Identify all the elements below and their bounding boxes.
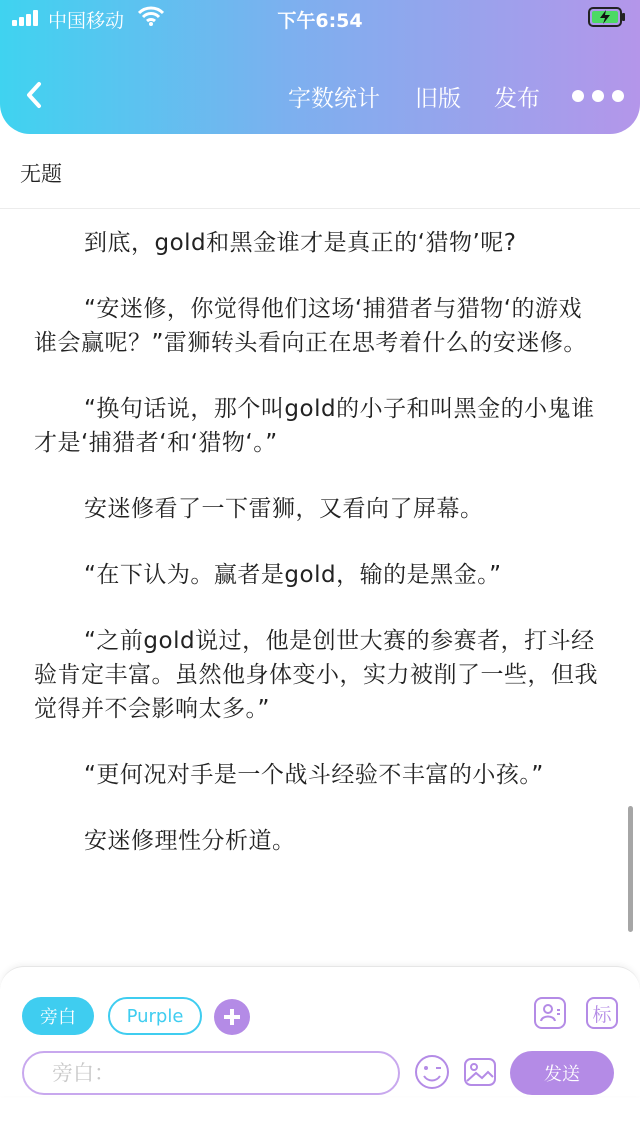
role-chip-purple[interactable]: Purple <box>108 997 202 1035</box>
paragraph: “更何况对手是一个战斗经验不丰富的小孩。” <box>84 762 544 788</box>
character-card-icon[interactable] <box>534 997 566 1029</box>
word-count-button[interactable]: 字数统计 <box>288 86 380 112</box>
paragraph: “在下认为。赢者是gold，输的是黑金。” <box>84 562 502 588</box>
composer-panel <box>0 966 640 1096</box>
more-options-icon[interactable] <box>572 90 624 104</box>
paragraph: 到底，gold和黑金谁才是真正的‘猎物’呢? <box>84 230 517 256</box>
role-chip-narrator[interactable]: 旁白 <box>22 997 94 1035</box>
carrier-label: 中国移动 <box>48 10 125 32</box>
old-version-button[interactable]: 旧版 <box>415 86 461 112</box>
document-body[interactable] <box>34 226 604 890</box>
paragraph: 安迷修理性分析道。 <box>84 828 296 854</box>
app-header <box>0 0 640 134</box>
paragraph: “换句话说，那个叫gold的小子和叫黑金的小鬼谁才是‘捕猎者‘和‘猎物‘。” <box>34 396 595 456</box>
tag-icon[interactable]: 标 <box>586 997 618 1029</box>
status-bar <box>0 0 640 36</box>
send-button[interactable]: 发送 <box>510 1051 614 1095</box>
battery-charging-icon <box>588 7 626 27</box>
nav-bar <box>0 66 640 126</box>
title-bar <box>0 134 640 209</box>
emoji-icon[interactable] <box>414 1054 450 1090</box>
publish-button[interactable]: 发布 <box>494 86 540 112</box>
scrollbar[interactable] <box>628 806 633 932</box>
image-icon[interactable] <box>462 1054 498 1090</box>
status-time: 下午6:54 <box>277 10 363 32</box>
document-title[interactable]: 无题 <box>20 162 62 186</box>
paragraph: “之前gold说过，他是创世大赛的参赛者，打斗经验肯定丰富。虽然他身体变小，实力被削了一些，但我觉得并不会影响太多。” <box>34 628 598 722</box>
paragraph: 安迷修看了一下雷狮，又看向了屏幕。 <box>84 496 484 522</box>
paragraph: “安迷修，你觉得他们这场‘捕猎者与猎物‘的游戏谁会赢呢？”雷狮转头看向正在思考着什么的安迷修。 <box>34 296 587 356</box>
add-role-icon[interactable] <box>214 999 250 1035</box>
message-input[interactable]: 旁白： <box>22 1051 400 1095</box>
back-arrow-icon[interactable] <box>22 78 46 112</box>
